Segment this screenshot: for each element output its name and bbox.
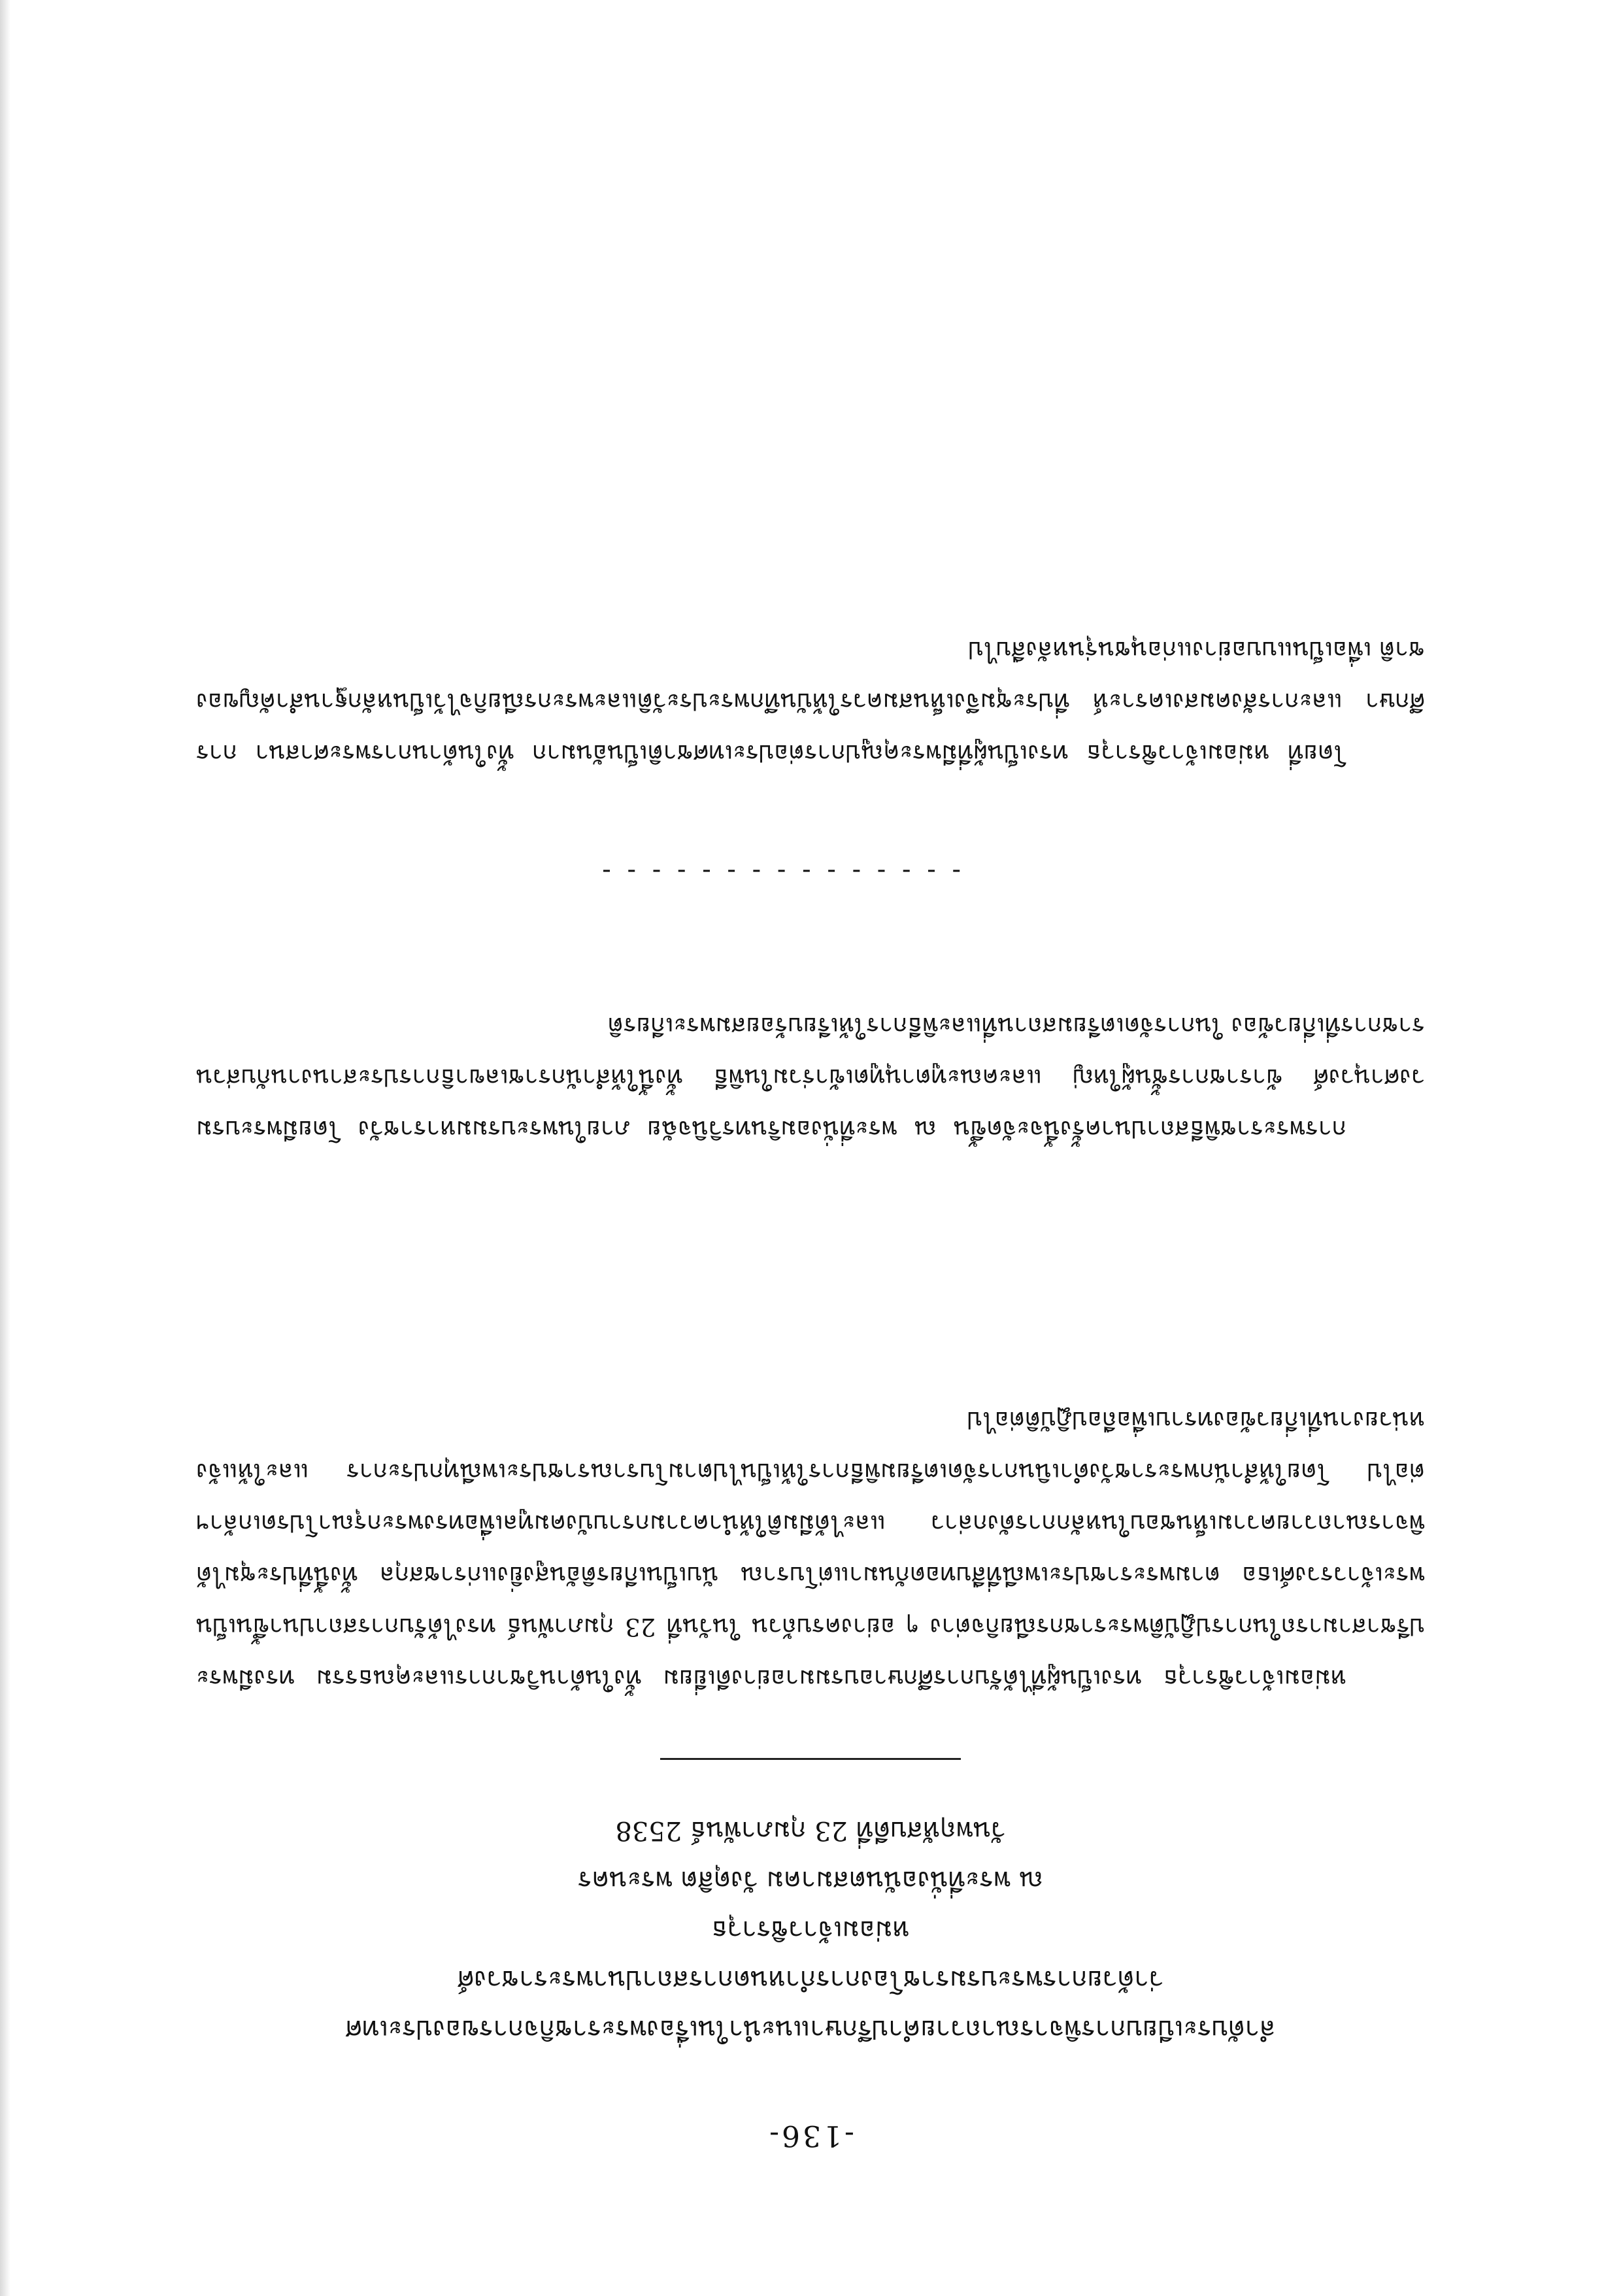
paragraph-2-text: การพระราชพิธีสถาปนาครั้งนี้จะจัดขึ้น ณ พระที่นั่งอมรินทรวินิจฉัย ภายในพระบรมมหาราชวัง โดยมีพระบรมวงศานุวงศ์ ข้าราชการชั้นผู้ใหญ่ และคณะทูตานุทูตเข้าร่วมในพิธี ทั้งนี้ให้สำนักราชเลขาธิการประสานงานกับส่วนราชการที่เกี่ยวข้อง ในการจัดเตรียมสถานที่และพิธีการให้เรียบร้อยสมพระเกียรติ: [196, 1012, 1425, 1143]
header-line-1: ลำดับระเบียบการพิจารณาถวายคำปรึกษาแนะนำในเรื่องพระราชกิจการของประเทศ: [345, 2014, 1276, 2044]
body-paragraph-3: [196, 624, 1425, 779]
header-line-4: ณ พระที่นั่งอนันตสมาคม วังดุสิต พระนคร: [577, 1865, 1044, 1895]
header-line-3: หม่อมเจ้าวชิราวุธ: [711, 1915, 910, 1945]
header-date: วันพฤหัสบดีที่ 23 กุมภาพันธ์ 2538: [615, 1815, 1006, 1846]
section-dashed-divider: - - - - - - - - - - - - - - -: [598, 857, 961, 887]
paragraph-3-text: โดยที่ หม่อมเจ้าวชิราวุธ ทรงเป็นผู้ที่มีพระคุณูปการต่อประเทศชาติเป็นอันมาก ทั้งในด้านการพระศาสนา การศึกษา และการสังคมสงเคราะห์ ที่ประชุมจึงเห็นสมควรให้บันทึกพระประวัติและพระกรณียกิจไว้เป็นหลักฐานสำคัญของชาติ เพื่อเป็นแบบอย่างแก่อนุชนรุ่นหลังสืบไป: [196, 636, 1425, 768]
body-paragraph-1: [196, 1394, 1425, 1704]
paragraph-1-text: หม่อมเจ้าวชิราวุธ ทรงเป็นผู้ที่ได้รับการศึกษาอบรมมาอย่างดีเยี่ยม ทั้งในด้านวิชาการและคุณธรรม ทรงมีพระปรีชาสามารถในการปฏิบัติพระราชกรณียกิจต่าง ๆ อย่างครบถ้วน ในวันที่ 23 กุมภาพันธ์ ทรงได้รับการสถาปนาขึ้นเป็นพระเจ้าวรวงศ์เธอ ตามพระราชประเพณีที่สืบทอดกันมาแต่โบราณ นับเป็นเกียรติอันสูงยิ่งแก่ราชสกุล ทั้งนี้ที่ประชุมได้พิจารณาถวายความเห็นชอบในหลักการดังกล่าว และได้มีมติให้นำความกราบบังคมทูลเพื่อทรงพระกรุณาโปรดเกล้าฯ ต่อไป โดยให้สำนักพระราชวังดำเนินการจัดเตรียมพิธีการให้เป็นไปตามโบราณราชประเพณีทุกประการ และให้แจ้งหน่วยงานที่เกี่ยวข้องทราบเพื่อถือปฏิบัติต่อไป: [196, 1406, 1425, 1693]
body-paragraph-2: [196, 1000, 1425, 1155]
document-header: [0, 1806, 1621, 2054]
header-line-2: ว่าด้วยการพระบรมราชโองการกำหนดการสถาปนาพระราชวงศ์: [457, 1965, 1164, 1995]
header-divider: [660, 1758, 961, 1760]
page-number: -136-: [767, 2119, 854, 2152]
